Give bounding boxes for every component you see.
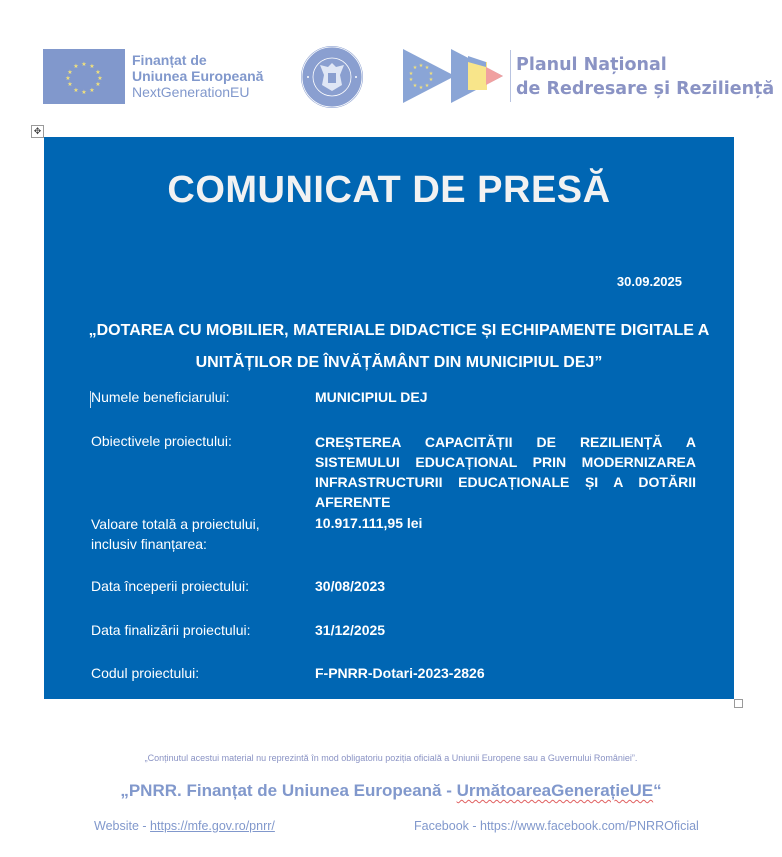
info-value: 31/12/2025 — [315, 622, 386, 638]
info-label: Data începerii proiectului: — [91, 578, 249, 594]
info-value: F-PNRR-Dotari-2023-2826 — [315, 665, 485, 681]
svg-text:★: ★ — [97, 76, 103, 82]
website-link-line — [94, 819, 275, 833]
svg-text:★: ★ — [408, 77, 414, 83]
info-label: Obiectivele proiectului: — [91, 433, 232, 449]
svg-text:★: ★ — [89, 64, 95, 70]
info-label: Data finalizării proiectului: — [91, 622, 251, 638]
svg-text:★: ★ — [412, 65, 418, 71]
svg-text:★: ★ — [418, 63, 424, 69]
svg-text:★: ★ — [65, 76, 71, 82]
slogan-suffix: “ — [653, 781, 662, 800]
release-date: 30.09.2025 — [616, 274, 682, 289]
slogan-misspelled-word: UrmătoareaGenerațieUE — [456, 781, 654, 800]
svg-text:★: ★ — [67, 82, 73, 88]
info-label: Numele beneficiarului: — [91, 389, 230, 405]
info-value: MUNICIPIUL DEJ — [315, 389, 428, 405]
project-title-line2: UNITĂȚILOR DE ÎNVĂȚĂMÂNT DIN MUNICIPIUL DEJ” — [195, 354, 603, 371]
svg-text:★: ★ — [73, 64, 79, 70]
svg-text:★: ★ — [81, 62, 87, 68]
eu-text-line1: Finanțat de — [132, 52, 207, 68]
svg-text:★: ★ — [428, 77, 434, 83]
svg-text:★: ★ — [412, 83, 418, 89]
project-title — [84, 315, 714, 379]
info-value: 10.917.111,95 lei — [315, 515, 423, 531]
page-title: COMUNICAT DE PRESĂ — [167, 169, 611, 211]
pnrr-arrows-icon — [403, 47, 511, 105]
slogan-prefix: „PNRR. Finanțat de Uniunea Europeană - — [120, 781, 457, 800]
pnrr-text-line1: Planul Național — [516, 55, 667, 75]
pnrr-logo-divider — [510, 50, 511, 102]
svg-text:★: ★ — [408, 71, 414, 77]
project-title-line1: „DOTAREA CU MOBILIER, MATERIALE DIDACTICE ȘI ECHIPAMENTE DIGITALE A — [88, 322, 710, 339]
guvernul-romaniei-seal-icon — [300, 45, 364, 109]
pnrr-title-text — [516, 53, 774, 101]
website-link[interactable]: https://mfe.gov.ro/pnrr/ — [150, 819, 275, 833]
slogan-text — [0, 781, 782, 801]
info-label: Valoare totală a proiectului, inclusiv finanțarea: — [91, 516, 260, 552]
svg-text:★: ★ — [81, 90, 87, 96]
pnrr-text-line2: de Redresare și Reziliență — [516, 79, 775, 99]
svg-text:★: ★ — [95, 82, 101, 88]
svg-text:★: ★ — [424, 65, 430, 71]
svg-text:★: ★ — [424, 83, 430, 89]
table-move-handle-icon[interactable]: ✥ — [31, 125, 44, 138]
table-resize-handle[interactable] — [734, 699, 743, 708]
eu-flag-icon — [43, 49, 125, 104]
info-value: CREȘTEREA CAPACITĂȚII DE REZILIENȚĂ A SISTEMULUI EDUCAȚIONAL PRIN MODERNIZAREA INFRASTRUCTURII EDUCAȚIONALE ȘI A DOTĂRII AFERENTE — [315, 434, 696, 510]
info-label: Codul proiectului: — [91, 665, 200, 681]
svg-text:★: ★ — [95, 70, 101, 76]
press-release-panel — [44, 137, 734, 699]
svg-text:★: ★ — [73, 88, 79, 94]
svg-text:★: ★ — [428, 71, 434, 77]
website-label: Website - — [94, 819, 151, 833]
svg-text:★: ★ — [89, 88, 95, 94]
disclaimer-text: „Conținutul acestui material nu reprezintă în mod obligatoriu poziția oficială a Uniunii Europene sau a Guvernului României”. — [144, 753, 638, 763]
facebook-link-line[interactable]: Facebook - https://www.facebook.com/PNRROficial — [414, 819, 699, 833]
eu-funding-text — [132, 52, 263, 100]
svg-text:★: ★ — [67, 70, 73, 76]
info-value: 30/08/2023 — [315, 578, 386, 594]
eu-text-line2: Uniunea Europeană — [132, 68, 264, 84]
eu-text-line3: NextGenerationEU — [132, 84, 250, 100]
svg-text:★: ★ — [418, 85, 424, 91]
